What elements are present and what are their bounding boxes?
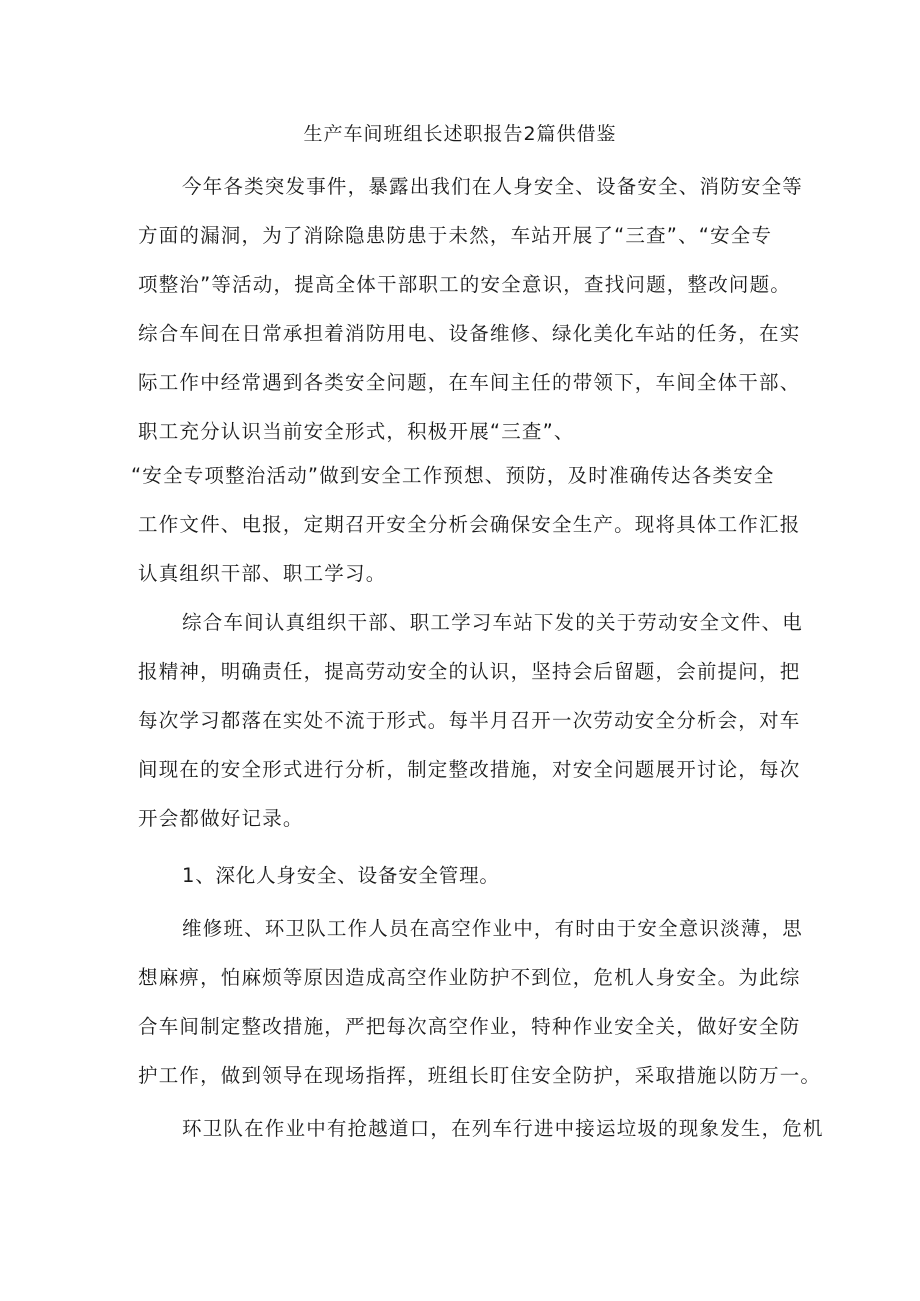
paragraph-line: 际工作中经常遇到各类安全问题，在车间主任的带领下，车间全体干部、 [138, 371, 801, 394]
paragraph-line: 今年各类突发事件，暴露出我们在人身安全、设备安全、消防安全等 [182, 175, 804, 198]
paragraph-line: 开会都做好记录。 [138, 807, 304, 830]
paragraph-line: 综合车间在日常承担着消防用电、设备维修、绿化美化车站的任务，在实 [138, 322, 801, 345]
paragraph-line: 想麻痹，怕麻烦等原因造成高空作业防护不到位，危机人身安全。为此综 [138, 966, 801, 989]
paragraph-line: 职工充分认识当前安全形式，积极开展“三查”、 [138, 420, 575, 443]
paragraph-line: 工作文件、电报，定期召开安全分析会确保安全生产。现将具体工作汇报 [138, 513, 801, 536]
paragraph-line: 报精神，明确责任，提高劳动安全的认识，坚持会后留题，会前提问，把 [138, 660, 801, 683]
paragraph-line: 方面的漏洞，为了消除隐患防患于未然，车站开展了“三查”、“安全专 [138, 224, 773, 247]
paragraph-line: 环卫队在作业中有抢越道口，在列车行进中接运垃圾的现象发生，危机 [182, 1117, 824, 1140]
paragraph-line: 合车间制定整改措施，严把每次高空作业，特种作业安全关，做好安全防 [138, 1015, 801, 1038]
section-heading: 1、深化人身安全、设备安全管理。 [182, 864, 500, 887]
paragraph-line: 间现在的安全形式进行分析，制定整改措施，对安全问题展开讨论，每次 [138, 758, 801, 781]
paragraph-line: 维修班、环卫队工作人员在高空作业中，有时由于安全意识淡薄，思 [182, 917, 804, 940]
document-title: 生产车间班组长述职报告2篇供借鉴 [303, 123, 617, 145]
paragraph-line: 项整治”等活动，提高全体干部职工的安全意识，查找问题，整改问题。 [138, 273, 792, 296]
paragraph-line: 护工作，做到领导在现场指挥，班组长盯住安全防护，采取措施以防万一。 [138, 1064, 822, 1087]
paragraph-line: 每次学习都落在实处不流于形式。每半月召开一次劳动安全分析会，对车 [138, 709, 801, 732]
paragraph-line: 综合车间认真组织干部、职工学习车站下发的关于劳动安全文件、电 [182, 611, 804, 634]
paragraph-line: 认真组织干部、职工学习。 [138, 562, 387, 585]
paragraph-line: “安全专项整治活动”做到安全工作预想、预防，及时准确传达各类安全 [131, 464, 775, 487]
